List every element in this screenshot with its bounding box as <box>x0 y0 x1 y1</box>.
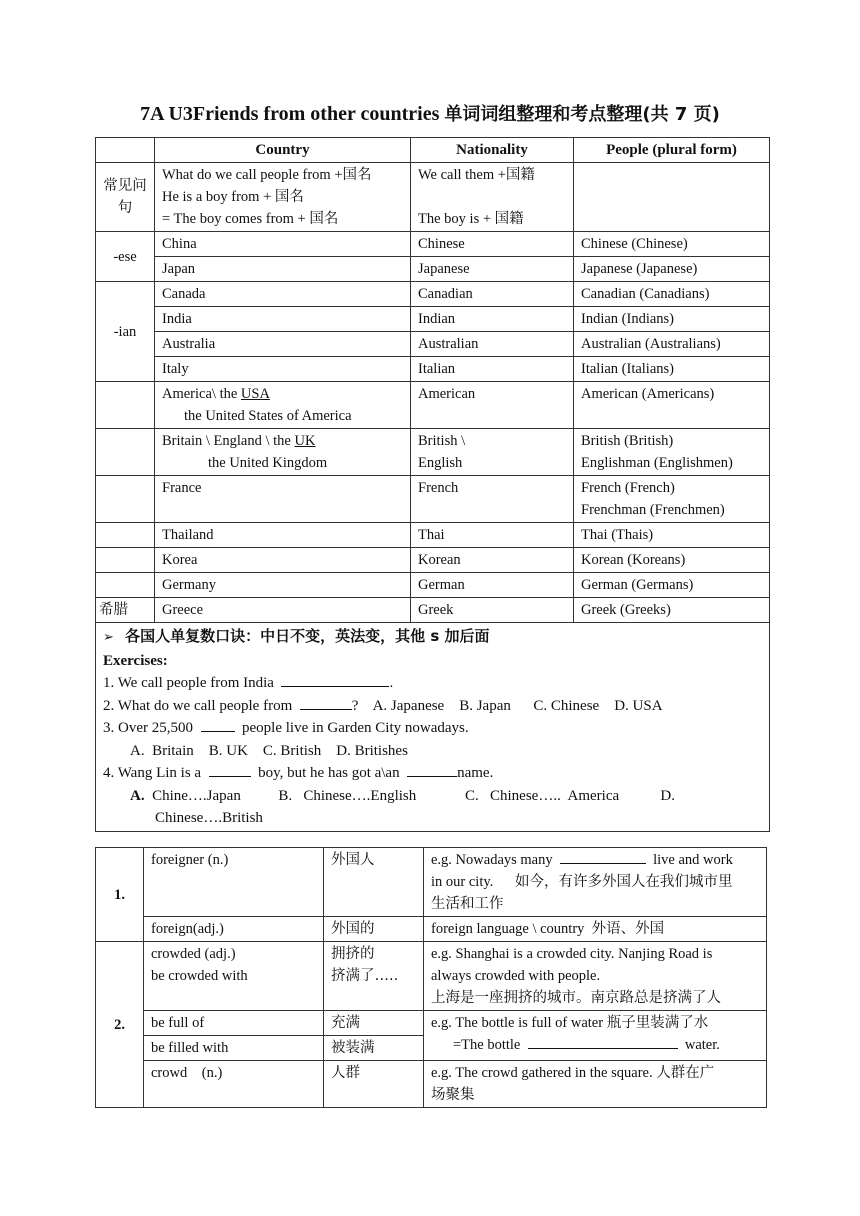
example-text: water. <box>684 1037 720 1053</box>
header-row <box>96 138 770 163</box>
item-number: 1. <box>96 848 144 942</box>
example-cell <box>424 1011 767 1061</box>
header-nationality: Nationality <box>411 138 574 163</box>
table-row <box>96 598 770 623</box>
table-row <box>96 523 770 548</box>
word-cell: be full of <box>144 1011 324 1036</box>
exercise-3-rest: people live in Garden City nowadays. <box>242 720 469 736</box>
nationality-cell: Greek <box>411 598 574 623</box>
example-cell: foreign language \ country 外语、外国 <box>424 917 767 942</box>
common-country-line: What do we call people from +国名 <box>162 167 372 183</box>
people-line: British (British) <box>581 433 674 449</box>
table-row <box>96 282 770 307</box>
people-cell: Greek (Greeks) <box>574 598 770 623</box>
suffix-ese-label: -ese <box>96 232 155 282</box>
nationality-line: British \ <box>418 433 466 449</box>
answer-blank[interactable] <box>209 762 251 777</box>
group-cell <box>96 382 155 429</box>
example-cell <box>424 848 767 917</box>
country-cell: Canada <box>155 282 411 307</box>
people-cell <box>574 476 770 523</box>
exercise-4-options <box>103 785 762 808</box>
exercise-4 <box>103 762 762 785</box>
vocabulary-table <box>95 847 767 1108</box>
greece-label: 希腊 <box>96 598 155 623</box>
example-line: 上海是一座拥挤的城市。南京路总是挤满了人 <box>431 990 721 1006</box>
exercise-4-options-text: Chine….Japan B. Chinese….English C. Chinese….. America D. <box>152 787 675 804</box>
meaning-cell: 外国的 <box>324 917 424 942</box>
group-cell <box>96 429 155 476</box>
people-cell: Australian (Australians) <box>574 332 770 357</box>
country-cell: Italy <box>155 357 411 382</box>
notes-cell <box>96 623 770 832</box>
notes-row <box>96 623 770 832</box>
exercise-2-text: 2. What do we call people from <box>103 697 293 714</box>
exercise-4-mid: boy, but he has got a\an <box>258 765 400 781</box>
header-empty <box>96 138 155 163</box>
item-number: 2. <box>96 942 144 1108</box>
country-cell: Japan <box>155 257 411 282</box>
header-people: People (plural form) <box>574 138 770 163</box>
country-cell: Korea <box>155 548 411 573</box>
group-cell <box>96 523 155 548</box>
suffix-ian-label: -ian <box>96 282 155 382</box>
people-line: French (French) <box>581 480 675 496</box>
word-cell <box>144 942 324 1011</box>
people-cell: Italian (Italians) <box>574 357 770 382</box>
people-cell <box>574 429 770 476</box>
answer-blank[interactable] <box>300 695 352 710</box>
common-question-row <box>96 163 770 232</box>
page-title <box>0 100 860 126</box>
nationality-cell: French <box>411 476 574 523</box>
nationality-cell: Indian <box>411 307 574 332</box>
table-row <box>96 357 770 382</box>
common-question-label: 常见问句 <box>96 163 155 232</box>
people-cell: Chinese (Chinese) <box>574 232 770 257</box>
rule-line <box>103 625 762 650</box>
country-cell: India <box>155 307 411 332</box>
word-cell: foreigner (n.) <box>144 848 324 917</box>
country-cell: China <box>155 232 411 257</box>
meaning-line: 挤满了….. <box>331 968 399 984</box>
country-cell: Greece <box>155 598 411 623</box>
word-cell: crowd (n.) <box>144 1061 324 1108</box>
nationality-line: English <box>418 455 463 471</box>
people-cell: Korean (Koreans) <box>574 548 770 573</box>
group-cell <box>96 476 155 523</box>
meaning-cell: 人群 <box>324 1061 424 1108</box>
table-row <box>96 307 770 332</box>
nationality-cell: Thai <box>411 523 574 548</box>
common-people-cell <box>574 163 770 232</box>
answer-blank[interactable] <box>560 849 646 864</box>
people-cell: Japanese (Japanese) <box>574 257 770 282</box>
table-row <box>96 476 770 523</box>
nationality-cell <box>411 429 574 476</box>
exercise-4-end: name. <box>457 765 494 781</box>
meaning-line: 拥挤的 <box>331 946 375 962</box>
table-row <box>96 942 767 1011</box>
people-cell: German (Germans) <box>574 573 770 598</box>
people-cell: American (Americans) <box>574 382 770 429</box>
exercise-2 <box>103 695 762 718</box>
country-cell: France <box>155 476 411 523</box>
nationality-cell: American <box>411 382 574 429</box>
example-line: in our city. 如今，有许多外国人在我们城市里 <box>431 874 733 890</box>
table-row <box>96 332 770 357</box>
exercise-4-text: 4. Wang Lin is a <box>103 765 202 781</box>
table-row <box>96 232 770 257</box>
people-cell: Canadian (Canadians) <box>574 282 770 307</box>
country-cell <box>155 429 411 476</box>
word-line: be crowded with <box>151 968 248 984</box>
group-cell <box>96 573 155 598</box>
answer-blank[interactable] <box>407 762 457 777</box>
example-line: e.g. Shanghai is a crowded city. Nanjing Road is <box>431 946 713 962</box>
common-country-line: He is a boy from + 国名 <box>162 189 304 205</box>
example-line: always crowded with people. <box>431 968 601 984</box>
nationality-cell: Chinese <box>411 232 574 257</box>
table-row <box>96 573 770 598</box>
arrow-bullet-icon: ➢ <box>103 630 114 645</box>
exercise-3-options: A. Britain B. UK C. British D. Britishes <box>130 742 408 759</box>
nationality-cell: Australian <box>411 332 574 357</box>
country-cell: Germany <box>155 573 411 598</box>
country-full-name: the United States of America <box>184 408 352 424</box>
country-abbr: USA <box>240 386 270 402</box>
exercise-3 <box>103 717 762 740</box>
exercise-2-options: ? A. Japanese B. Japan C. Chinese D. USA <box>351 697 663 714</box>
country-full-name: the United Kingdom <box>208 455 328 471</box>
table-row <box>96 1011 767 1036</box>
country-cell: Thailand <box>155 523 411 548</box>
common-nationality-line: The boy is + 国籍 <box>418 211 524 227</box>
group-cell <box>96 548 155 573</box>
example-text: =The bottle <box>453 1037 521 1053</box>
table-row <box>96 257 770 282</box>
meaning-cell: 被装满 <box>324 1036 424 1061</box>
country-abbr: UK <box>294 433 316 449</box>
example-cell <box>424 1061 767 1108</box>
title-cn: 单词词组整理和考点整理(共 7 页) <box>444 104 720 125</box>
example-line: e.g. The bottle is full of water 瓶子里装满了水 <box>431 1015 709 1031</box>
exercise-1: 1. We call people from India . <box>103 672 762 695</box>
people-cell: Indian (Indians) <box>574 307 770 332</box>
table-row <box>96 548 770 573</box>
nationality-cell: German <box>411 573 574 598</box>
country-text: Britain \ England \ the <box>162 433 295 449</box>
answer-blank[interactable] <box>528 1034 678 1049</box>
people-line: Englishman (Englishmen) <box>581 455 733 471</box>
people-cell: Thai (Thais) <box>574 523 770 548</box>
common-country-cell <box>155 163 411 232</box>
common-nationality-cell <box>411 163 574 232</box>
meaning-cell: 外国人 <box>324 848 424 917</box>
example-line: e.g. The crowd gathered in the square. 人群在广 <box>431 1065 715 1081</box>
example-line: 生活和工作 <box>431 896 504 912</box>
country-cell: Australia <box>155 332 411 357</box>
exercise-1-text: 1. We call people from India <box>103 675 274 691</box>
meaning-cell <box>324 942 424 1011</box>
word-cell: be filled with <box>144 1036 324 1061</box>
answer-blank[interactable] <box>281 672 389 687</box>
example-text: live and work <box>653 852 733 868</box>
common-nationality-line: We call them +国籍 <box>418 167 535 183</box>
title-en: 7A U3Friends from other countries <box>140 103 440 125</box>
word-cell: foreign(adj.) <box>144 917 324 942</box>
nationality-table <box>95 137 770 832</box>
word-line: crowded (adj.) <box>151 946 236 962</box>
example-cell <box>424 942 767 1011</box>
answer-blank[interactable] <box>201 717 235 732</box>
rule-text: 各国人单复数口诀：中日不变，英法变，其他 s 加后面 <box>125 627 490 645</box>
table-row <box>96 382 770 429</box>
people-line: Frenchman (Frenchmen) <box>581 502 725 518</box>
meaning-cell: 充满 <box>324 1011 424 1036</box>
table-row <box>96 429 770 476</box>
table-row <box>96 848 767 917</box>
exercise-3-text: 3. Over 25,500 <box>103 720 193 736</box>
example-line: 场聚集 <box>431 1087 475 1103</box>
exercises-label: Exercises: <box>103 652 168 669</box>
option-a-label: A. <box>130 787 145 804</box>
country-text: America\ the <box>162 386 241 402</box>
exercise-4-last-option: Chinese….British <box>155 810 263 826</box>
nationality-cell: Japanese <box>411 257 574 282</box>
nationality-cell: Italian <box>411 357 574 382</box>
country-cell <box>155 382 411 429</box>
nationality-cell: Korean <box>411 548 574 573</box>
common-nationality-line <box>418 186 566 208</box>
example-text: e.g. Nowadays many <box>431 852 553 868</box>
common-country-line: = The boy comes from + 国名 <box>162 211 339 227</box>
nationality-cell: Canadian <box>411 282 574 307</box>
header-country: Country <box>155 138 411 163</box>
table-row <box>96 1061 767 1108</box>
table-row <box>96 917 767 942</box>
